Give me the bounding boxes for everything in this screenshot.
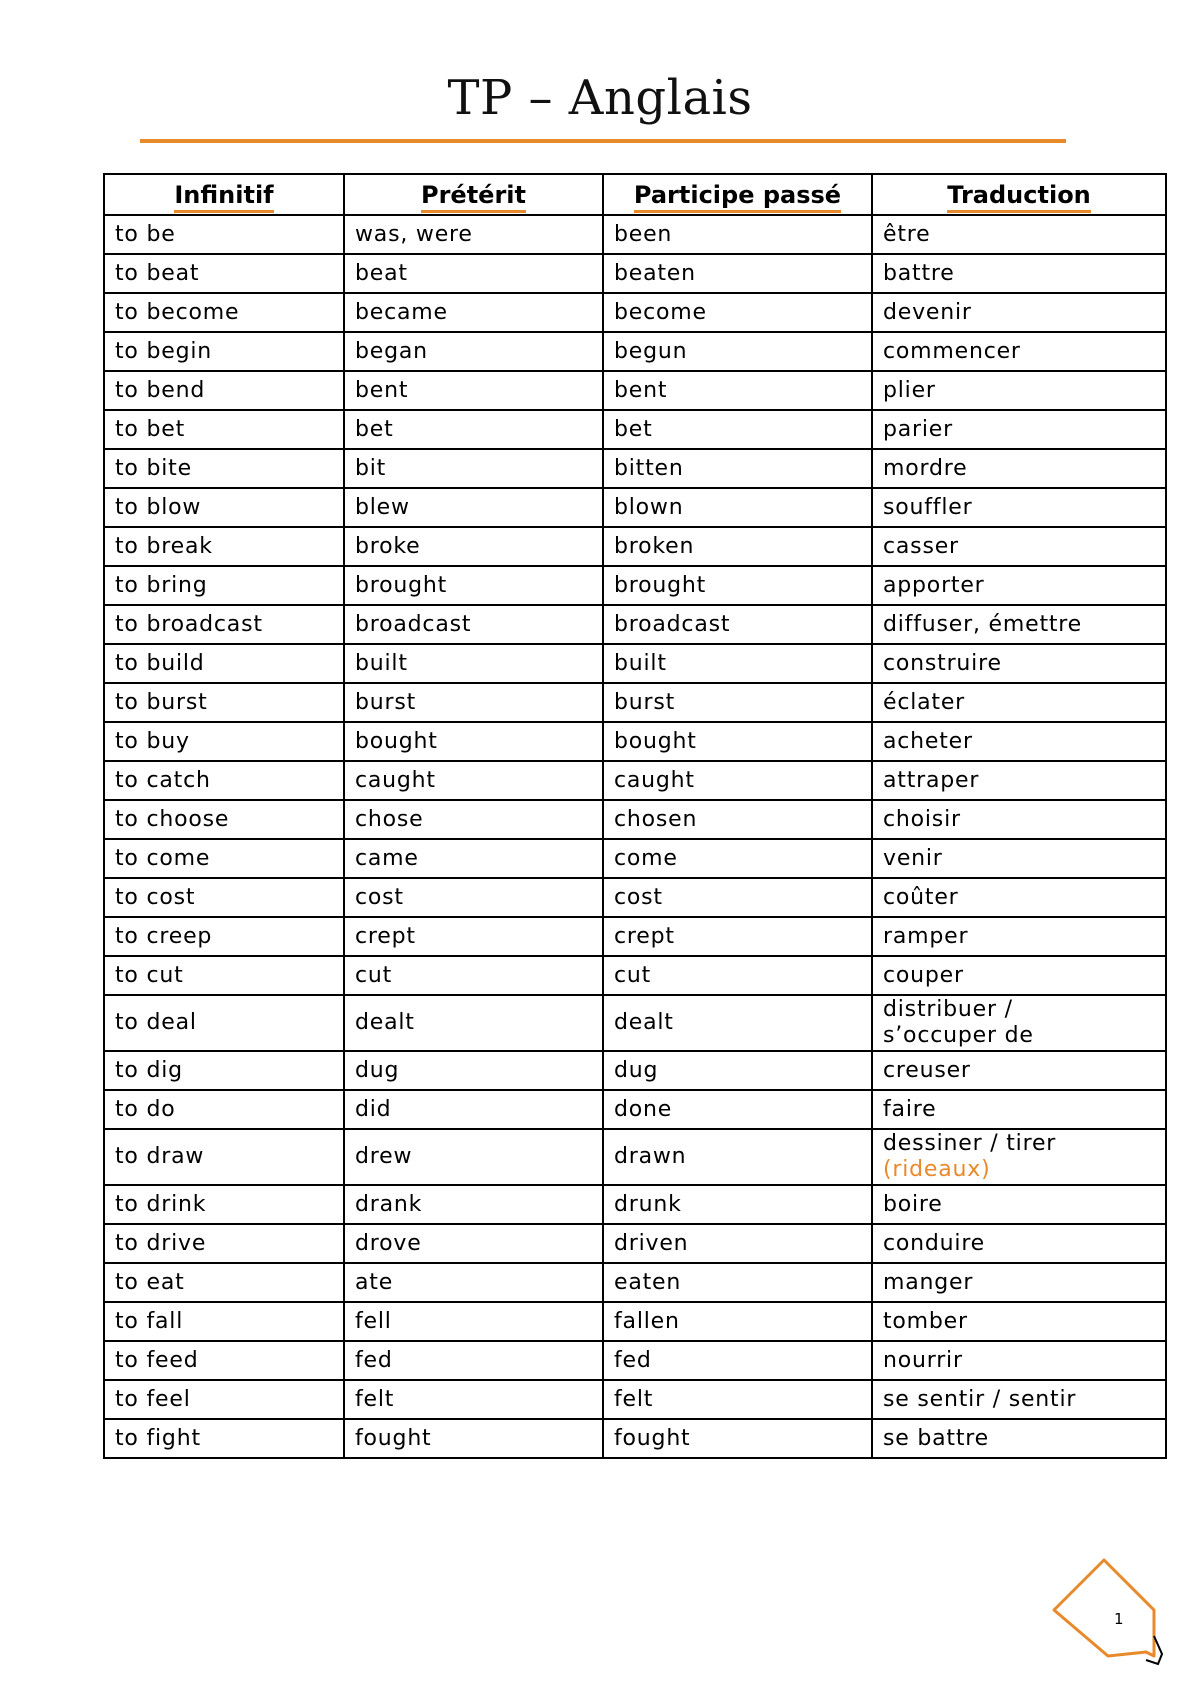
table-row xyxy=(104,1051,1166,1090)
cell-preterit: dealt xyxy=(344,995,603,1051)
table-row xyxy=(104,761,1166,800)
header-preterit: Prétérit xyxy=(344,174,603,215)
cell-participe-passe: drunk xyxy=(603,1185,872,1224)
header-infinitif: Infinitif xyxy=(104,174,344,215)
cell-preterit: ate xyxy=(344,1263,603,1302)
table-row xyxy=(104,410,1166,449)
header-participe-passe: Participe passé xyxy=(603,174,872,215)
cell-infinitif: to deal xyxy=(104,995,344,1051)
cell-traduction: nourrir xyxy=(872,1341,1166,1380)
cell-participe-passe: bought xyxy=(603,722,872,761)
cell-traduction: souffler xyxy=(872,488,1166,527)
cell-traduction: boire xyxy=(872,1185,1166,1224)
cell-traduction: ramper xyxy=(872,917,1166,956)
cell-infinitif: to bet xyxy=(104,410,344,449)
cell-infinitif: to eat xyxy=(104,1263,344,1302)
table-row xyxy=(104,800,1166,839)
cell-infinitif: to feed xyxy=(104,1341,344,1380)
cell-participe-passe: done xyxy=(603,1090,872,1129)
table-row xyxy=(104,1224,1166,1263)
cell-preterit: drove xyxy=(344,1224,603,1263)
cell-infinitif: to come xyxy=(104,839,344,878)
cell-preterit: felt xyxy=(344,1380,603,1419)
table-row xyxy=(104,956,1166,995)
cell-infinitif: to drink xyxy=(104,1185,344,1224)
traduction-note: (rideaux) xyxy=(883,1157,991,1182)
cell-participe-passe: built xyxy=(603,644,872,683)
cell-preterit: broke xyxy=(344,527,603,566)
table-row xyxy=(104,722,1166,761)
table-body xyxy=(104,215,1166,1458)
cell-preterit: bit xyxy=(344,449,603,488)
cell-participe-passe: fallen xyxy=(603,1302,872,1341)
cell-traduction: commencer xyxy=(872,332,1166,371)
cell-preterit: did xyxy=(344,1090,603,1129)
table-row xyxy=(104,878,1166,917)
table-row xyxy=(104,371,1166,410)
table-row xyxy=(104,527,1166,566)
cell-traduction: venir xyxy=(872,839,1166,878)
cell-preterit: dug xyxy=(344,1051,603,1090)
cell-traduction: casser xyxy=(872,527,1166,566)
cell-infinitif: to build xyxy=(104,644,344,683)
page-number-badge xyxy=(1050,1556,1166,1666)
cell-preterit: began xyxy=(344,332,603,371)
cell-traduction: tomber xyxy=(872,1302,1166,1341)
cell-traduction: se battre xyxy=(872,1419,1166,1458)
cell-infinitif: to bend xyxy=(104,371,344,410)
cell-infinitif: to draw xyxy=(104,1129,344,1185)
cell-infinitif: to become xyxy=(104,293,344,332)
cell-preterit: blew xyxy=(344,488,603,527)
cell-preterit: broadcast xyxy=(344,605,603,644)
cell-participe-passe: cut xyxy=(603,956,872,995)
cell-participe-passe: blown xyxy=(603,488,872,527)
cell-traduction: acheter xyxy=(872,722,1166,761)
cell-participe-passe: broken xyxy=(603,527,872,566)
cell-traduction: battre xyxy=(872,254,1166,293)
title-underline xyxy=(140,139,1066,143)
cell-participe-passe: chosen xyxy=(603,800,872,839)
cell-participe-passe: dug xyxy=(603,1051,872,1090)
table-row xyxy=(104,566,1166,605)
cell-traduction: attraper xyxy=(872,761,1166,800)
cell-preterit: beat xyxy=(344,254,603,293)
table-header-row xyxy=(104,174,1166,215)
cell-traduction: conduire xyxy=(872,1224,1166,1263)
cell-traduction: coûter xyxy=(872,878,1166,917)
cell-traduction: plier xyxy=(872,371,1166,410)
cell-infinitif: to break xyxy=(104,527,344,566)
traduction-line: s’occuper de xyxy=(883,1023,1034,1048)
table-row xyxy=(104,683,1166,722)
cell-participe-passe: fought xyxy=(603,1419,872,1458)
traduction-line: distribuer / xyxy=(883,997,1013,1022)
cell-preterit: was, were xyxy=(344,215,603,254)
table-row xyxy=(104,1341,1166,1380)
table-row xyxy=(104,644,1166,683)
cell-participe-passe: eaten xyxy=(603,1263,872,1302)
cell-participe-passe: brought xyxy=(603,566,872,605)
cell-participe-passe: crept xyxy=(603,917,872,956)
cell-traduction: faire xyxy=(872,1090,1166,1129)
table-row xyxy=(104,1090,1166,1129)
irregular-verbs-table xyxy=(103,173,1167,1459)
cell-preterit: built xyxy=(344,644,603,683)
cell-infinitif: to dig xyxy=(104,1051,344,1090)
cell-traduction: manger xyxy=(872,1263,1166,1302)
cell-preterit: drew xyxy=(344,1129,603,1185)
cell-preterit: crept xyxy=(344,917,603,956)
table-row xyxy=(104,1302,1166,1341)
cell-infinitif: to cost xyxy=(104,878,344,917)
table-row xyxy=(104,1185,1166,1224)
cell-participe-passe: broadcast xyxy=(603,605,872,644)
cell-traduction xyxy=(872,1129,1166,1185)
table-row xyxy=(104,1419,1166,1458)
cell-infinitif: to cut xyxy=(104,956,344,995)
cell-preterit: bet xyxy=(344,410,603,449)
table-row xyxy=(104,995,1166,1051)
cell-infinitif: to bite xyxy=(104,449,344,488)
cell-traduction: diffuser, émettre xyxy=(872,605,1166,644)
cell-preterit: brought xyxy=(344,566,603,605)
cell-preterit: burst xyxy=(344,683,603,722)
cell-preterit: chose xyxy=(344,800,603,839)
cell-infinitif: to begin xyxy=(104,332,344,371)
traduction-line: dessiner / tirer xyxy=(883,1131,1057,1156)
cell-participe-passe: begun xyxy=(603,332,872,371)
cell-preterit: bought xyxy=(344,722,603,761)
cell-preterit: fought xyxy=(344,1419,603,1458)
table-row xyxy=(104,1263,1166,1302)
cell-infinitif: to creep xyxy=(104,917,344,956)
cell-traduction: éclater xyxy=(872,683,1166,722)
cell-infinitif: to catch xyxy=(104,761,344,800)
cell-preterit: fell xyxy=(344,1302,603,1341)
table-row xyxy=(104,605,1166,644)
cell-preterit: came xyxy=(344,839,603,878)
cell-participe-passe: beaten xyxy=(603,254,872,293)
cell-traduction: mordre xyxy=(872,449,1166,488)
cell-traduction xyxy=(872,995,1166,1051)
cell-participe-passe: bitten xyxy=(603,449,872,488)
table-row xyxy=(104,254,1166,293)
cell-traduction: se sentir / sentir xyxy=(872,1380,1166,1419)
cell-participe-passe: bent xyxy=(603,371,872,410)
cell-preterit: drank xyxy=(344,1185,603,1224)
table-row xyxy=(104,1380,1166,1419)
page-title: TP – Anglais xyxy=(447,70,753,126)
cell-participe-passe: burst xyxy=(603,683,872,722)
cell-participe-passe: dealt xyxy=(603,995,872,1051)
cell-participe-passe: caught xyxy=(603,761,872,800)
cell-participe-passe: become xyxy=(603,293,872,332)
header-traduction: Traduction xyxy=(872,174,1166,215)
table-row xyxy=(104,839,1166,878)
table-row xyxy=(104,488,1166,527)
cell-infinitif: to fight xyxy=(104,1419,344,1458)
cell-participe-passe: come xyxy=(603,839,872,878)
cell-infinitif: to bring xyxy=(104,566,344,605)
cell-preterit: became xyxy=(344,293,603,332)
cell-infinitif: to beat xyxy=(104,254,344,293)
cell-infinitif: to do xyxy=(104,1090,344,1129)
cell-traduction: creuser xyxy=(872,1051,1166,1090)
cell-preterit: fed xyxy=(344,1341,603,1380)
cell-traduction: choisir xyxy=(872,800,1166,839)
cell-traduction: couper xyxy=(872,956,1166,995)
cell-infinitif: to feel xyxy=(104,1380,344,1419)
table-row xyxy=(104,917,1166,956)
cell-traduction: construire xyxy=(872,644,1166,683)
table-row xyxy=(104,215,1166,254)
cell-infinitif: to blow xyxy=(104,488,344,527)
cell-infinitif: to choose xyxy=(104,800,344,839)
cell-participe-passe: been xyxy=(603,215,872,254)
cell-traduction: être xyxy=(872,215,1166,254)
table-row xyxy=(104,293,1166,332)
cell-infinitif: to fall xyxy=(104,1302,344,1341)
cell-traduction: apporter xyxy=(872,566,1166,605)
cell-participe-passe: felt xyxy=(603,1380,872,1419)
table-row xyxy=(104,1129,1166,1185)
cell-preterit: bent xyxy=(344,371,603,410)
cell-preterit: caught xyxy=(344,761,603,800)
cell-infinitif: to burst xyxy=(104,683,344,722)
cell-traduction: parier xyxy=(872,410,1166,449)
cell-preterit: cost xyxy=(344,878,603,917)
page-number: 1 xyxy=(1114,1610,1124,1628)
cell-infinitif: to broadcast xyxy=(104,605,344,644)
cell-participe-passe: driven xyxy=(603,1224,872,1263)
cell-preterit: cut xyxy=(344,956,603,995)
cell-participe-passe: fed xyxy=(603,1341,872,1380)
cell-infinitif: to drive xyxy=(104,1224,344,1263)
cell-infinitif: to be xyxy=(104,215,344,254)
cell-infinitif: to buy xyxy=(104,722,344,761)
cell-participe-passe: drawn xyxy=(603,1129,872,1185)
cell-participe-passe: cost xyxy=(603,878,872,917)
table-row xyxy=(104,332,1166,371)
cell-participe-passe: bet xyxy=(603,410,872,449)
cell-traduction: devenir xyxy=(872,293,1166,332)
table-row xyxy=(104,449,1166,488)
